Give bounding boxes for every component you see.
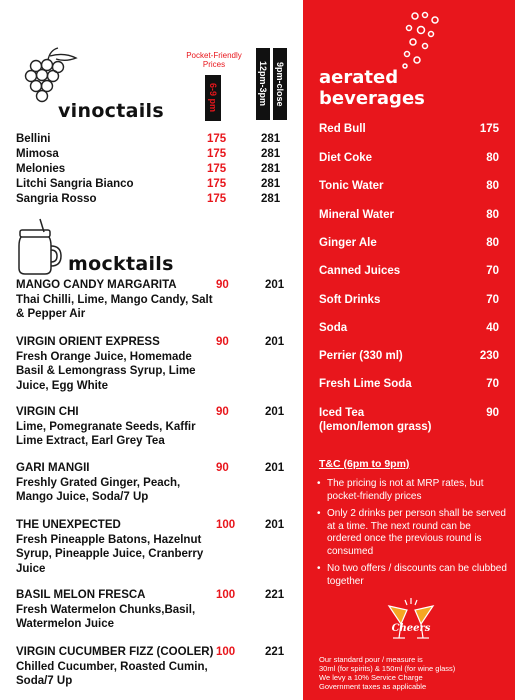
item-price: 70	[486, 378, 499, 390]
item-name: Mimosa	[16, 148, 59, 160]
item-price-happy-hour: 175	[207, 178, 227, 190]
item-price: 80	[486, 209, 499, 221]
item-name: Mineral Water	[319, 209, 394, 221]
list-item	[16, 405, 296, 449]
item-name: BASIL MELON FRESCA	[16, 589, 146, 601]
item-description: Thai Chilli, Lime, Mango Candy, Salt & Pepper Air	[16, 293, 213, 320]
item-price: 80	[486, 180, 499, 192]
item-price: 230	[479, 350, 499, 362]
tc-item: • The pricing is not at MRP rates, but pocket-friendly prices	[317, 478, 507, 503]
item-name: Soft Drinks	[319, 294, 381, 306]
item-name: Soda	[319, 322, 348, 334]
item-name: THE UNEXPECTED	[16, 519, 121, 531]
item-price-regular: 281	[261, 178, 281, 190]
item-description: Chilled Cucumber, Roasted Cumin, Soda/7 Up	[16, 660, 208, 687]
item-price: 175	[479, 123, 499, 135]
item-price-regular: 221	[265, 646, 285, 658]
item-price: 80	[486, 152, 499, 164]
footer-line: We levy a 10% Service Charge	[319, 673, 423, 682]
list-item	[16, 588, 296, 632]
item-price-happy-hour: 175	[207, 163, 227, 175]
list-item	[16, 461, 296, 505]
item-description: Fresh Watermelon Chunks,Basil, Watermelon Juice	[16, 603, 196, 630]
item-price-regular: 281	[261, 163, 281, 175]
item-name: Bellini	[16, 133, 51, 145]
item-name: MANGO CANDY MARGARITA	[16, 279, 177, 291]
item-name: Perrier (330 ml)	[319, 350, 403, 362]
item-name: Melonies	[16, 163, 66, 175]
aerated-title-line1: aerated	[319, 67, 399, 88]
cheers-label: Cheers	[391, 623, 431, 634]
item-name: Ginger Ale	[319, 237, 377, 249]
item-price-happy-hour: 100	[216, 589, 236, 601]
mocktails-title: mocktails	[68, 253, 174, 275]
time-tag-9-close: 9pm-close	[273, 48, 287, 120]
time-tag-12-3: 12pm-3pm	[256, 48, 270, 120]
item-price-regular: 201	[265, 279, 285, 291]
footer-line: 30ml (for spirits) & 150ml (for wine glass)	[319, 664, 456, 673]
list-item	[16, 278, 296, 322]
item-name: Tonic Water	[319, 180, 384, 192]
item-price-happy-hour: 100	[216, 646, 236, 658]
item-name: Sangria Rosso	[16, 193, 97, 205]
tc-item: • No two offers / discounts can be clubbed together	[317, 563, 507, 588]
item-name: VIRGIN ORIENT EXPRESS	[16, 336, 160, 348]
item-price: 70	[486, 265, 499, 277]
item-price-regular: 201	[265, 519, 285, 531]
tc-list	[317, 478, 507, 593]
item-description: Fresh Pineapple Batons, Hazelnut Syrup, Pineapple Juice, Cranberry Juice	[16, 533, 204, 575]
grapes-icon	[18, 46, 78, 108]
mason-jar-icon	[14, 218, 66, 276]
item-price-happy-hour: 90	[216, 462, 229, 474]
bubbles-icon	[401, 10, 461, 70]
right-panel	[303, 0, 515, 700]
item-price-regular: 201	[265, 406, 285, 418]
item-price-regular: 201	[265, 336, 285, 348]
list-item	[16, 518, 296, 576]
footer-note	[319, 655, 511, 691]
aerated-title-line2: beverages	[319, 88, 425, 109]
aerated-title	[319, 67, 425, 109]
item-description: Fresh Orange Juice, Homemade Basil & Lemongrass Syrup, Lime Juice, Egg White	[16, 350, 196, 392]
item-price-happy-hour: 175	[207, 133, 227, 145]
time-tag-6-9: 6-9 pm	[205, 75, 221, 121]
item-name: Litchi Sangria Bianco	[16, 178, 134, 190]
item-name: Iced Tea	[319, 407, 365, 419]
item-price-happy-hour: 175	[207, 193, 227, 205]
item-name: Red Bull	[319, 123, 366, 135]
item-price-regular: 281	[261, 193, 281, 205]
vinoctails-title: vinoctails	[58, 100, 164, 122]
item-price-happy-hour: 90	[216, 336, 229, 348]
item-price: 70	[486, 294, 499, 306]
item-name: GARI MANGII	[16, 462, 90, 474]
pocket-friendly-label: Pocket-Friendly Prices	[186, 51, 242, 69]
item-price-regular: 201	[265, 462, 285, 474]
item-name: Fresh Lime Soda	[319, 378, 412, 390]
item-name: Canned Juices	[319, 265, 401, 277]
cheers-icon	[383, 598, 439, 652]
item-price-happy-hour: 100	[216, 519, 236, 531]
tc-item: • Only 2 drinks per person shall be served at a time. The next round can be ordered once the previous round is consumed	[317, 508, 507, 558]
list-item	[16, 645, 296, 689]
item-name: VIRGIN CHI	[16, 406, 79, 418]
item-price-regular: 221	[265, 589, 285, 601]
footer-line: Our standard pour / measure is	[319, 655, 423, 664]
item-name: VIRGIN CUCUMBER FIZZ (COOLER)	[16, 646, 214, 658]
list-item	[16, 335, 296, 393]
item-price-happy-hour: 175	[207, 148, 227, 160]
item-name-subtitle: (lemon/lemon grass)	[319, 421, 432, 433]
item-price-happy-hour: 90	[216, 406, 229, 418]
tc-title: T&C (6pm to 9pm)	[319, 458, 410, 470]
item-price: 90	[486, 407, 499, 419]
item-price-regular: 281	[261, 148, 281, 160]
item-price-regular: 281	[261, 133, 281, 145]
item-description: Freshly Grated Ginger, Peach, Mango Juice, Soda/7 Up	[16, 476, 181, 503]
item-price-happy-hour: 90	[216, 279, 229, 291]
item-name: Diet Coke	[319, 152, 373, 164]
item-description: Lime, Pomegranate Seeds, Kaffir Lime Extract, Earl Grey Tea	[16, 420, 196, 447]
item-price: 40	[486, 322, 499, 334]
footer-line: Government taxes as applicable	[319, 682, 427, 691]
item-price: 80	[486, 237, 499, 249]
